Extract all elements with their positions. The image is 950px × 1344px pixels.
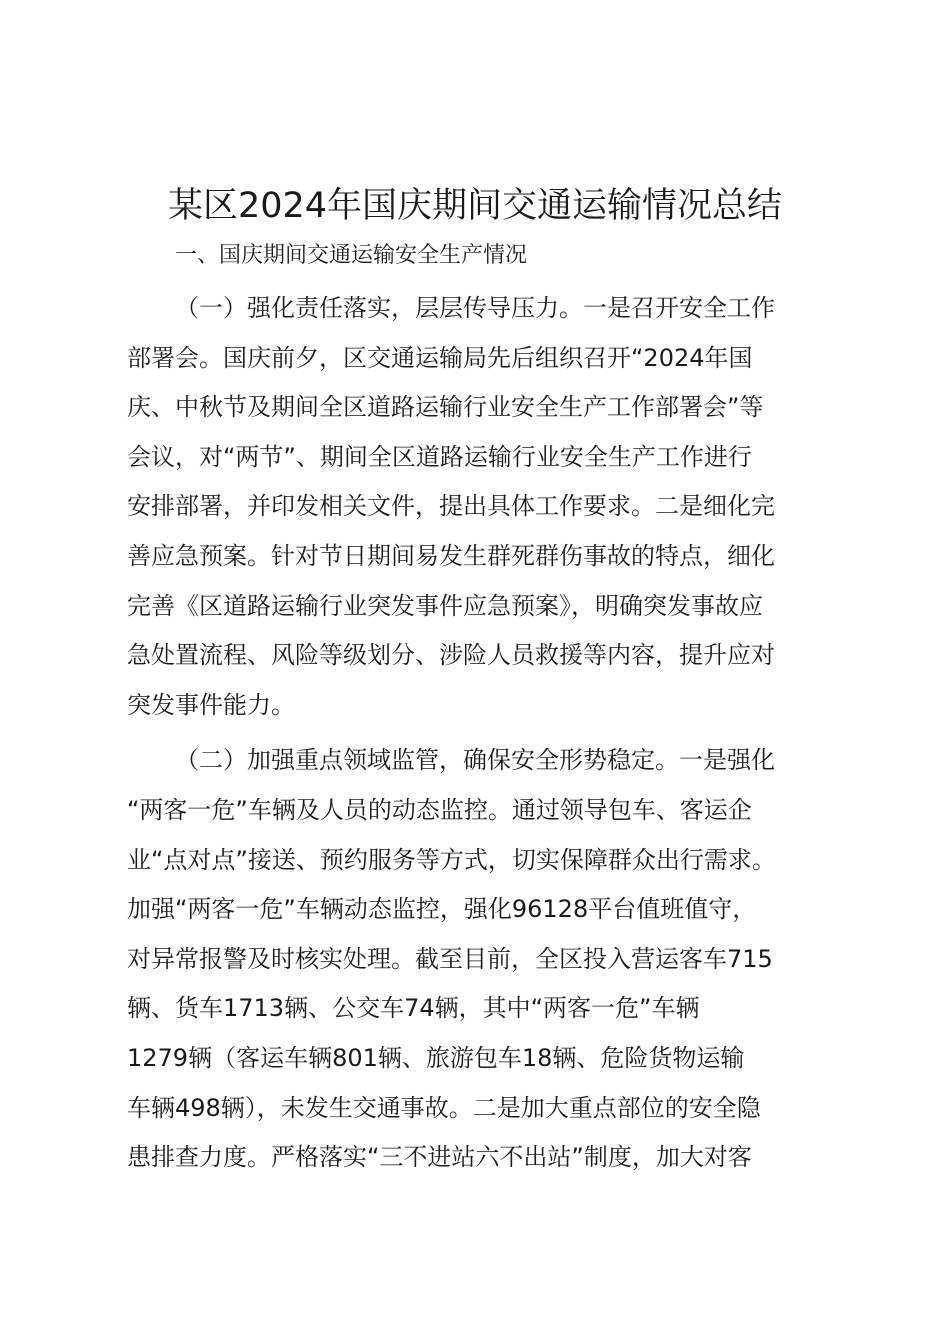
document-title: 某区2024年国庆期间交通运输情况总结 [167,186,783,226]
paragraph-line: （二）加强重点领域监管，确保安全形势稳定。一是强化 [175,746,775,775]
paragraph-line: 安排部署，并印发相关文件，提出具体工作要求。二是细化完 [127,492,775,521]
paragraph-line: 突发事件能力。 [127,690,295,719]
paragraph-line: 急处置流程、风险等级划分、涉险人员救援等内容，提升应对 [127,641,775,670]
paragraph-line: 辆、货车1713辆、公交车74辆，其中“两客一危”车辆 [127,994,700,1023]
paragraph-line: 对异常报警及时核实处理。截至目前，全区投入营运客车715 [127,944,773,973]
paragraph-line: “两客一危”车辆及人员的动态监控。通过领导包车、客运企 [127,795,752,824]
section-heading: 一、国庆期间交通运输安全生产情况 [175,243,528,268]
document-body [127,234,835,1183]
paragraph-line: 1279辆（客运车辆801辆、旅游包车18辆、危险货物运输 [127,1043,745,1072]
paragraph-line: 完善《区道路运输行业突发事件应急预案》，明确突发事故应 [127,591,763,620]
paragraph-line: 会议，对“两节”、期间全区道路运输行业安全生产工作进行 [127,442,752,471]
paragraph-line: 业“点对点”接送、预约服务等方式，切实保障群众出行需求。 [127,845,776,874]
paragraph-line: 善应急预案。针对节日期间易发生群死群伤事故的特点，细化 [127,541,775,570]
paragraph-line: 庆、中秋节及期间全区道路运输行业安全生产工作部署会”等 [127,393,764,422]
paragraph-line: 部署会。国庆前夕，区交通运输局先后组织召开“2024年国 [127,343,753,372]
paragraph-line: 加强“两客一危”车辆动态监控，强化96128平台值班值守， [127,895,757,924]
paragraph-line: （一）强化责任落实，层层传导压力。一是召开安全工作 [175,294,775,322]
paragraph-line: 车辆498辆），未发生交通事故。二是加大重点部位的安全隐 [127,1093,761,1122]
paragraph-line: 患排查力度。严格落实“三不进站六不出站”制度，加大对客 [127,1143,752,1172]
